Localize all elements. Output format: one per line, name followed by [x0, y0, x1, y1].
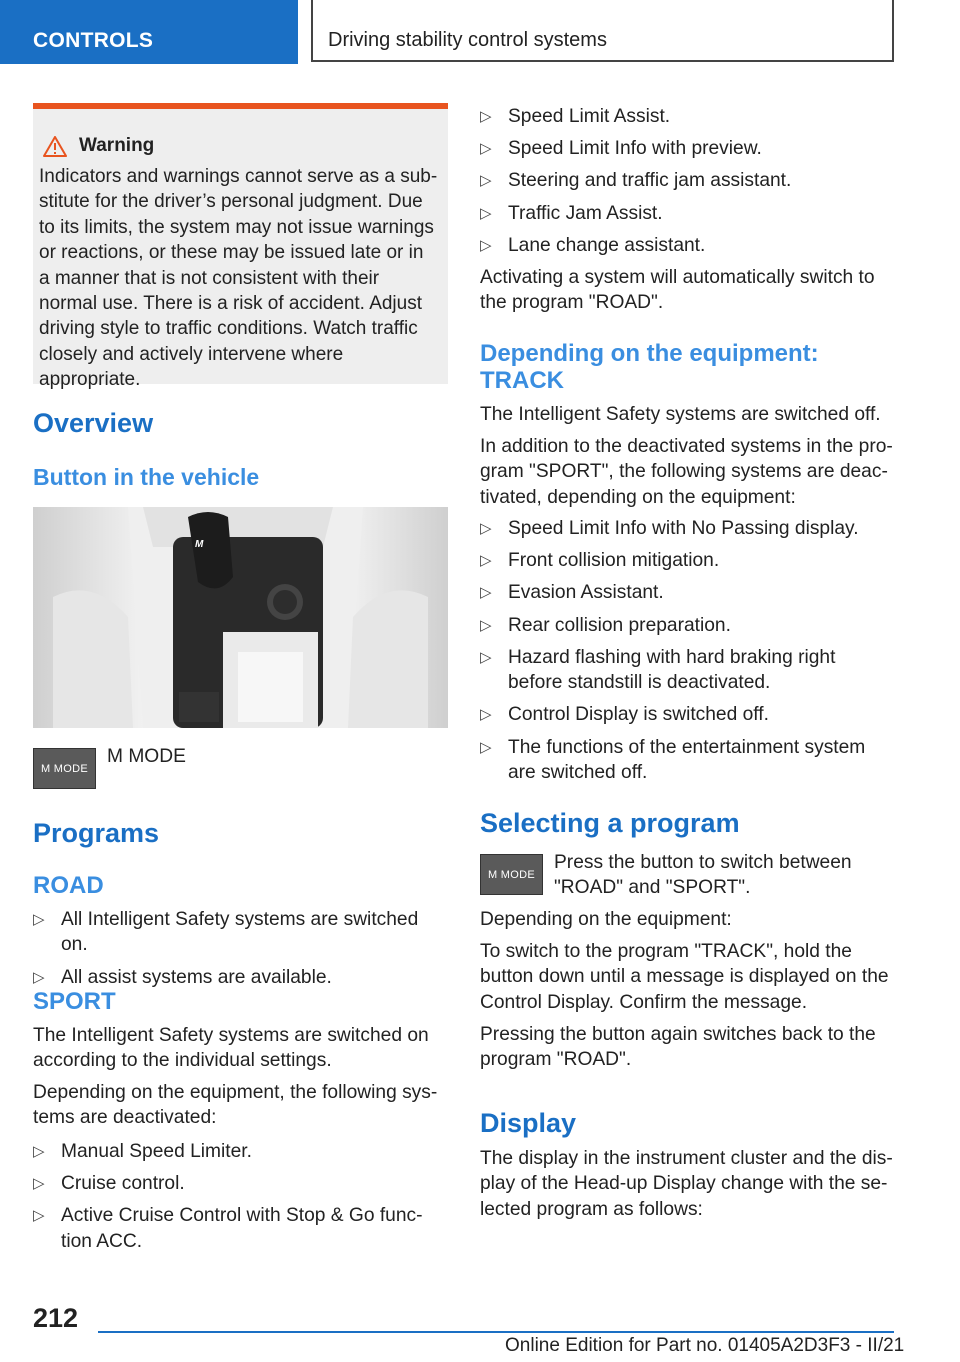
warning-box — [33, 103, 448, 391]
triangle-bullet-icon: ▷ — [480, 584, 492, 602]
list-item: ▷ Rear collision preparation. — [480, 613, 895, 638]
display-heading: Display — [480, 1108, 577, 1138]
list-item: ▷ All assist systems are available. — [33, 965, 448, 990]
edition-text: Online Edition for Part no. 01405A2D3F3 - II/21 — [505, 1335, 905, 1356]
selecting-button-text: Press the button to switch between "ROAD" and "SPORT". — [554, 852, 852, 899]
triangle-bullet-icon: ▷ — [480, 204, 492, 222]
list-item: ▷ Speed Limit Info with No Passing display. — [480, 516, 895, 541]
track-paragraph-1: The Intelligent Safety systems are switched off. — [480, 404, 881, 425]
programs-heading: Programs — [33, 818, 160, 848]
selecting-program-heading: Selecting a program — [480, 808, 740, 838]
triangle-bullet-icon: ▷ — [480, 172, 492, 190]
track-paragraph-2: In addition to the deactivated systems in the pro-gram "SPORT", the following systems are deac-tivated, depending on the equipment: — [480, 436, 893, 508]
warning-text: Indicators and warnings cannot serve as a sub-stitute for the driver’s personal judgment. Due to its limits, the system may not issue warnings or reactions, or these may be issued late or in a manner that is not consistent with their normal use. There is a risk of accident. Adjust driving style to traffic conditions. Watch traffic closely and actively intervene where appropriate. — [39, 166, 438, 391]
triangle-bullet-icon: ▷ — [480, 738, 492, 756]
list-item: ▷ Manual Speed Limiter. — [33, 1139, 448, 1164]
triangle-bullet-icon: ▷ — [480, 648, 492, 666]
list-item: ▷ Cruise control. — [33, 1171, 448, 1196]
selecting-paragraph-1: Depending on the equipment: — [480, 909, 732, 930]
m-mode-button-icon — [33, 748, 96, 789]
display-paragraph: The display in the instrument cluster and the dis-play of the Head-up Display change with the se-lected program as follows: — [480, 1148, 893, 1220]
sport-list-left — [33, 1139, 448, 1261]
header-title: Driving stability control systems — [328, 29, 607, 51]
triangle-bullet-icon: ▷ — [480, 616, 492, 634]
sport-heading: SPORT — [33, 988, 116, 1015]
header-section-tab — [0, 0, 298, 64]
svg-text:M: M — [195, 539, 204, 550]
button-in-vehicle-heading: Button in the vehicle — [33, 464, 260, 490]
triangle-bullet-icon: ▷ — [480, 236, 492, 254]
warning-heading: Warning — [79, 135, 155, 156]
triangle-bullet-icon: ▷ — [33, 1207, 45, 1225]
list-item: ▷ Front collision mitigation. — [480, 548, 895, 573]
triangle-bullet-icon: ▷ — [33, 911, 45, 928]
sport-paragraph-3: Activating a system will automatically switch to the program "ROAD". — [480, 267, 875, 314]
triangle-bullet-icon: ▷ — [480, 706, 492, 724]
m-mode-caption: M MODE — [107, 746, 186, 767]
sport-paragraph-2: Depending on the equipment, the following sys-tems are deactivated: — [33, 1082, 438, 1129]
road-list — [33, 907, 448, 997]
selecting-paragraph-3: Pressing the button again switches back to the program "ROAD". — [480, 1024, 876, 1071]
selecting-paragraph-2: To switch to the program "TRACK", hold the button down until a message is displayed on the Control Display. Confirm the message. — [480, 941, 889, 1013]
list-item: ▷ Traffic Jam Assist. — [480, 201, 895, 226]
header-title-box — [311, 0, 894, 62]
warning-triangle-icon — [43, 136, 67, 157]
list-item: ▷ Steering and traffic jam assistant. — [480, 168, 895, 193]
triangle-bullet-icon: ▷ — [480, 552, 492, 570]
m-mode-button-icon-label: M MODE — [40, 762, 89, 775]
overview-heading: Overview — [33, 408, 154, 438]
triangle-bullet-icon: ▷ — [33, 1143, 45, 1160]
triangle-bullet-icon: ▷ — [33, 968, 45, 986]
list-item: ▷ Hazard flashing with hard braking right before standstill is deactivated. — [480, 646, 836, 694]
m-mode-button-icon-label-2: M MODE — [487, 868, 536, 881]
page-number: 212 — [33, 1303, 79, 1333]
list-item: ▷ Speed Limit Assist. — [480, 104, 895, 129]
header-section-label: CONTROLS — [33, 29, 154, 52]
list-item: ▷ The functions of the entertainment system are switched off. — [480, 736, 866, 784]
list-item: ▷ Evasion Assistant. — [480, 580, 895, 605]
list-item: ▷ All Intelligent Safety systems are switched on. — [33, 909, 419, 956]
center-console-photo — [33, 507, 448, 728]
footer-rule — [98, 1331, 894, 1333]
triangle-bullet-icon: ▷ — [480, 108, 492, 125]
road-heading: ROAD — [33, 872, 104, 899]
triangle-bullet-icon: ▷ — [480, 520, 492, 537]
triangle-bullet-icon: ▷ — [33, 1175, 45, 1193]
sport-paragraph-1: The Intelligent Safety systems are switched on according to the individual settings. — [33, 1025, 429, 1072]
track-list — [480, 516, 895, 792]
list-item: ▷ Speed Limit Info with preview. — [480, 136, 895, 161]
list-item: ▷ Active Cruise Control with Stop & Go func-tion ACC. — [33, 1205, 423, 1252]
sport-list-right — [480, 104, 895, 265]
center-console-illustration — [33, 507, 448, 728]
list-item: ▷ Control Display is switched off. — [480, 702, 895, 727]
triangle-bullet-icon: ▷ — [480, 140, 492, 158]
track-heading: Depending on the equipment: TRACK — [480, 340, 819, 394]
list-item: ▷ Lane change assistant. — [480, 233, 895, 258]
m-mode-button-icon-2 — [480, 854, 543, 895]
warning-heading-row — [43, 135, 154, 157]
